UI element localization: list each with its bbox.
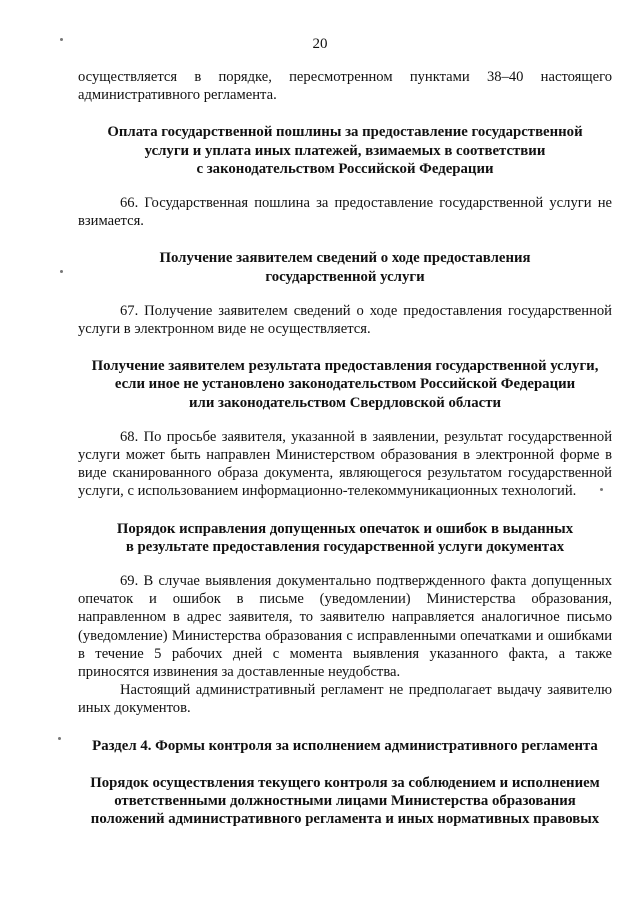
- heading-line: если иное не установлено законодательством Российской Федерации: [114, 376, 576, 393]
- heading-line: с законодательством Российской Федерации: [196, 160, 494, 177]
- section-heading-result: [78, 357, 612, 412]
- heading-line: или законодательством Свердловской области: [189, 394, 501, 411]
- heading-line: услуги и уплата иных платежей, взимаемых в соответствии: [144, 142, 546, 159]
- paragraph-69-continued: Настоящий административный регламент не предполагает выдачу заявителю иных документов.: [78, 682, 612, 717]
- section-heading-progress-info: [78, 249, 612, 285]
- heading-line: положений административного регламента и иных нормативных правовых: [90, 811, 600, 828]
- heading-line: Получение заявителем результата предоставления государственной услуги,: [91, 358, 599, 375]
- section-heading-state-fee: [78, 123, 612, 178]
- paragraph-69: 69. В случае выявления документально подтвержденного факта допущенных опечаток и ошибок в письме (уведомлении) Министерства образования, направленном в адрес заявителя, то заявителю направляется аналогичное письмо (уведомление) Министерства образования с исправленными опечатками и ошибками в течение 5 рабочих дней с момента выявления указанного факта, а также приносятся извинения за доставленные неудобства.: [78, 573, 612, 681]
- page-number: 20: [312, 36, 328, 52]
- heading-line: Порядок осуществления текущего контроля за соблюдением и исполнением: [90, 774, 600, 791]
- paragraph-68: 68. По просьбе заявителя, указанной в заявлении, результат государственной услуги может быть направлен Министерством образования в электронной форме в виде сканированного образа документа, являющегося результатом государственной услуги, с использованием информационно-телекоммуникационных технологий.: [78, 428, 612, 500]
- section-heading-part-4: [78, 737, 612, 755]
- paragraph-67: 67. Получение заявителем сведений о ходе предоставления государственной услуги в электронном виде не осуществляется.: [78, 302, 612, 338]
- heading-line: Оплата государственной пошлины за предоставление государственной: [107, 124, 583, 141]
- paragraph-66: 66. Государственная пошлина за предоставление государственной услуги не взимается.: [78, 195, 612, 230]
- continuation-paragraph: осуществляется в порядке, пересмотренном пунктами 38–40 настоящего административного регламента.: [78, 69, 612, 104]
- scan-speck: [58, 737, 61, 740]
- heading-line: Раздел 4. Формы контроля за исполнением административного регламента: [92, 737, 598, 754]
- heading-line: в результате предоставления государственной услуги документах: [125, 538, 565, 555]
- document-body: [78, 68, 612, 829]
- heading-line: ответственными должностными лицами Министерства образования: [114, 793, 576, 810]
- section-heading-corrections: [78, 520, 612, 556]
- scan-speck: [60, 270, 63, 273]
- heading-line: государственной услуги: [265, 268, 425, 285]
- section-heading-current-control: [78, 774, 612, 829]
- heading-line: Получение заявителем сведений о ходе предоставления: [159, 250, 531, 267]
- heading-line: Порядок исправления допущенных опечаток и ошибок в выданных: [116, 520, 574, 537]
